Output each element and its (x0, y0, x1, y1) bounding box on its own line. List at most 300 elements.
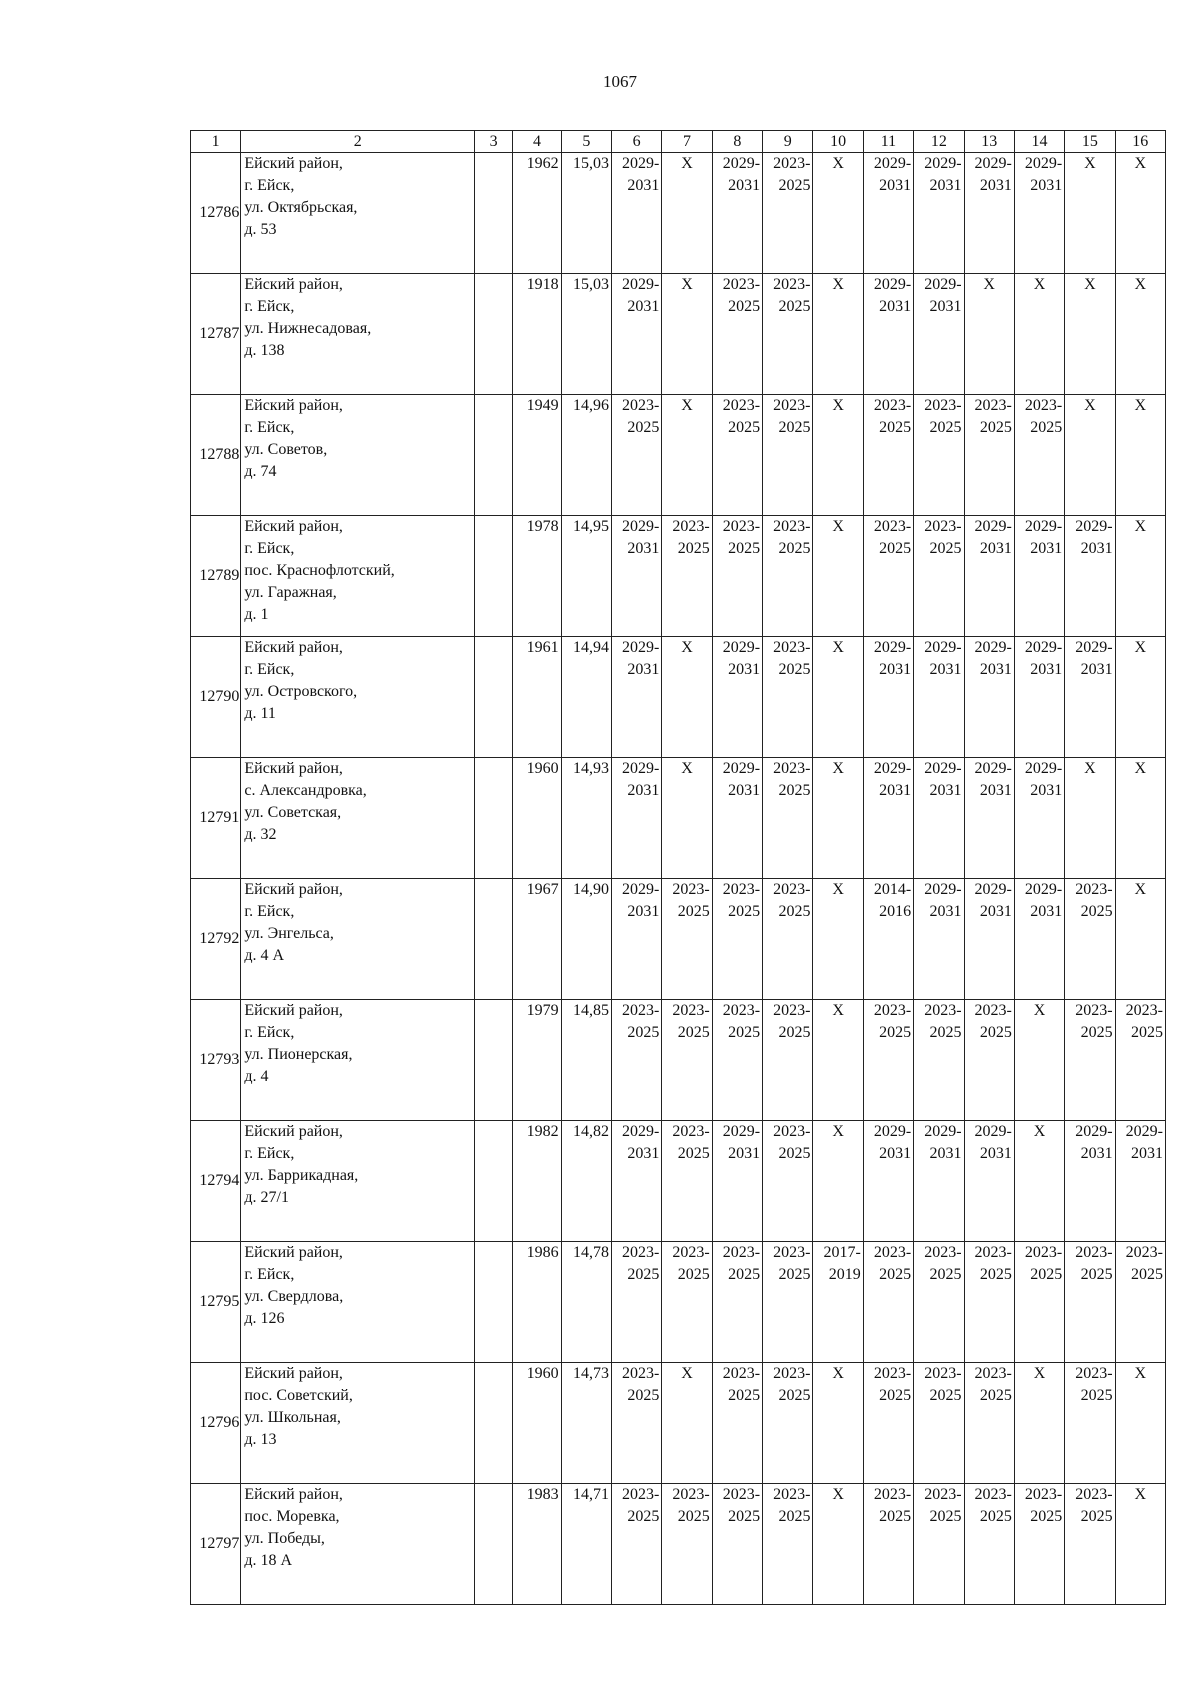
period-text: 2025 (1080, 1024, 1113, 1041)
period-text: 2023- (1075, 1002, 1113, 1019)
period-text: 2023- (924, 1244, 962, 1261)
period-text: 2025 (929, 419, 962, 436)
period-text: 2031 (627, 661, 660, 678)
column-header-10: 10 (813, 131, 863, 153)
period-text: 2023- (773, 1123, 811, 1140)
period-text: 2025 (929, 1024, 962, 1041)
period-text: 2023- (1075, 1365, 1113, 1382)
period-cell-col-8 (712, 1121, 762, 1242)
period-cell-col-15 (1065, 1242, 1115, 1363)
table-row (191, 1121, 1166, 1242)
address-line: ул. Школьная, (244, 1409, 341, 1426)
period-text: 2029- (1125, 1123, 1163, 1140)
period-text: 2023- (773, 760, 811, 777)
period-text: X (681, 155, 693, 172)
period-text: 2031 (879, 177, 912, 194)
period-text: 2025 (677, 1266, 710, 1283)
period-text: X (1134, 760, 1147, 777)
period-text: 2031 (1030, 661, 1063, 678)
period-text: X (832, 881, 844, 898)
period-text: X (1084, 276, 1096, 293)
period-text: X (1033, 276, 1046, 293)
address-line: ул. Октябрьская, (244, 199, 358, 216)
period-cell-col-15 (1065, 758, 1115, 879)
address-line: ул. Победы, (244, 1530, 325, 1547)
period-cell-col-13 (964, 516, 1014, 637)
address-line: ул. Островского, (244, 683, 358, 700)
year-cell: 1960 (513, 1363, 561, 1484)
value-cell: 14,90 (561, 879, 611, 1000)
table-row (191, 1363, 1166, 1484)
period-text: 2025 (677, 903, 710, 920)
period-text: 2023- (622, 1486, 660, 1503)
value-cell: 14,78 (561, 1242, 611, 1363)
period-text: 2029- (622, 1123, 660, 1140)
period-cell-col-7 (662, 395, 712, 516)
period-text: 2025 (778, 1266, 811, 1283)
period-text: 2023- (773, 639, 811, 656)
column-header-4: 4 (513, 131, 561, 153)
period-cell-col-11 (863, 1484, 913, 1605)
period-text: 2023- (873, 1002, 912, 1019)
period-text: 2025 (728, 298, 761, 315)
period-text: X (681, 1365, 693, 1382)
period-cell-col-13 (964, 1484, 1014, 1605)
period-text: 2023- (924, 397, 962, 414)
row-number: 12794 (191, 1121, 241, 1242)
address-line: г. Ейск, (244, 298, 295, 315)
period-cell-col-13 (964, 879, 1014, 1000)
period-cell-col-12 (914, 274, 964, 395)
period-text: 2025 (728, 1024, 761, 1041)
period-text: 2029- (974, 639, 1012, 656)
period-cell-col-9 (763, 758, 813, 879)
period-text: 2025 (879, 1387, 912, 1404)
table-row (191, 274, 1166, 395)
value-cell: 15,03 (561, 274, 611, 395)
period-text: 2025 (929, 1266, 962, 1283)
period-text: 2029- (722, 760, 761, 777)
period-text: 2031 (879, 298, 912, 315)
value-cell: 14,96 (561, 395, 611, 516)
period-cell-col-16 (1115, 395, 1165, 516)
period-cell-col-10 (813, 1121, 863, 1242)
period-text: 2019 (828, 1266, 861, 1283)
address-line: Ейский район, (244, 1365, 343, 1382)
period-cell-col-8 (712, 395, 762, 516)
period-cell-col-8 (712, 758, 762, 879)
period-cell-col-15 (1065, 1484, 1115, 1605)
column-header-2: 2 (241, 131, 475, 153)
row-number: 12786 (191, 153, 241, 274)
period-text: 2025 (1030, 1266, 1063, 1283)
address-line: Ейский район, (244, 639, 343, 656)
period-text: X (1033, 1002, 1046, 1019)
period-cell-col-10 (813, 637, 863, 758)
period-text: 2029- (873, 639, 912, 656)
year-cell: 1961 (513, 637, 561, 758)
period-text: 2025 (1030, 419, 1063, 436)
period-cell-col-6 (612, 153, 662, 274)
address-line: Ейский район, (244, 1002, 343, 1019)
period-text: 2031 (929, 177, 962, 194)
period-text: 2023- (722, 1002, 761, 1019)
period-text: 2029- (974, 155, 1012, 172)
period-text: X (1134, 1365, 1147, 1382)
period-text: 2025 (879, 1024, 912, 1041)
address-cell (241, 274, 475, 395)
period-text: 2025 (1080, 1387, 1113, 1404)
period-text: 2031 (1080, 661, 1113, 678)
period-text: 2031 (728, 177, 761, 194)
period-cell-col-13 (964, 758, 1014, 879)
period-cell-col-9 (763, 395, 813, 516)
period-text: X (1134, 881, 1147, 898)
period-cell-col-12 (914, 1000, 964, 1121)
period-cell-col-12 (914, 1242, 964, 1363)
period-text: 2023- (773, 397, 811, 414)
period-text: 2023- (672, 1244, 710, 1261)
period-cell-col-12 (914, 879, 964, 1000)
period-text: X (832, 1123, 844, 1140)
period-cell-col-11 (863, 637, 913, 758)
row-number: 12792 (191, 879, 241, 1000)
period-text: 2031 (879, 661, 912, 678)
period-text: 2025 (929, 1387, 962, 1404)
col3-cell (475, 637, 513, 758)
period-cell-col-11 (863, 1121, 913, 1242)
period-cell-col-15 (1065, 395, 1115, 516)
period-cell-col-12 (914, 1363, 964, 1484)
address-cell (241, 1484, 475, 1605)
period-text: 2029- (1024, 639, 1063, 656)
period-text: 2023- (1075, 1244, 1113, 1261)
period-text: 2025 (778, 661, 811, 678)
period-text: 2029- (622, 518, 660, 535)
col3-cell (475, 1242, 513, 1363)
period-cell-col-8 (712, 153, 762, 274)
address-cell (241, 153, 475, 274)
address-line: д. 74 (244, 463, 277, 480)
value-cell: 15,03 (561, 153, 611, 274)
period-text: 2025 (627, 419, 660, 436)
address-line: г. Ейск, (244, 540, 295, 557)
period-cell-col-6 (612, 1121, 662, 1242)
period-text: 2031 (1080, 540, 1113, 557)
period-cell-col-10 (813, 879, 863, 1000)
value-cell: 14,85 (561, 1000, 611, 1121)
period-text: 2029- (924, 760, 962, 777)
period-text: 2029- (622, 639, 660, 656)
address-line: с. Александровка, (244, 782, 367, 799)
period-text: X (1033, 1123, 1046, 1140)
period-cell-col-15 (1065, 1000, 1115, 1121)
period-cell-col-8 (712, 1242, 762, 1363)
period-text: 2023- (773, 518, 811, 535)
period-cell-col-9 (763, 153, 813, 274)
period-text: 2023- (974, 1002, 1012, 1019)
period-text: 2025 (728, 540, 761, 557)
period-text: 2029- (974, 760, 1012, 777)
period-text: 2025 (778, 782, 811, 799)
period-text: X (1084, 397, 1096, 414)
row-number: 12795 (191, 1242, 241, 1363)
period-cell-col-16 (1115, 879, 1165, 1000)
period-text: 2031 (879, 1145, 912, 1162)
value-cell: 14,93 (561, 758, 611, 879)
address-cell (241, 1242, 475, 1363)
address-line: г. Ейск, (244, 1145, 295, 1162)
year-cell: 1967 (513, 879, 561, 1000)
period-cell-col-13 (964, 1242, 1014, 1363)
period-text: 2023- (722, 1365, 761, 1382)
year-cell: 1918 (513, 274, 561, 395)
table-row (191, 1242, 1166, 1363)
period-text: 2031 (627, 903, 660, 920)
period-text: 2031 (728, 661, 761, 678)
period-cell-col-15 (1065, 516, 1115, 637)
period-text: 2025 (1080, 903, 1113, 920)
period-text: 2023- (1024, 1244, 1063, 1261)
period-text: 2023- (773, 1486, 811, 1503)
period-text: 2023- (1125, 1244, 1163, 1261)
year-cell: 1949 (513, 395, 561, 516)
period-text: X (1134, 639, 1147, 656)
period-text: 2029- (1075, 1123, 1113, 1140)
period-cell-col-12 (914, 1121, 964, 1242)
column-header-14: 14 (1014, 131, 1064, 153)
period-text: 2023- (672, 1486, 710, 1503)
period-cell-col-11 (863, 395, 913, 516)
period-text: 2031 (929, 298, 962, 315)
period-text: 2023- (1075, 1486, 1113, 1503)
row-number: 12790 (191, 637, 241, 758)
period-text: 2025 (728, 1387, 761, 1404)
period-cell-col-10 (813, 395, 863, 516)
period-cell-col-9 (763, 1000, 813, 1121)
address-line: Ейский район, (244, 760, 343, 777)
table-row (191, 153, 1166, 274)
year-cell: 1962 (513, 153, 561, 274)
period-text: 2023- (974, 1365, 1012, 1382)
period-cell-col-8 (712, 1363, 762, 1484)
period-cell-col-6 (612, 1000, 662, 1121)
period-text: 2025 (1030, 1508, 1063, 1525)
period-text: 2023- (622, 397, 660, 414)
period-cell-col-8 (712, 274, 762, 395)
period-text: 2031 (979, 177, 1012, 194)
period-text: 2023- (924, 518, 962, 535)
table-body (191, 131, 1166, 1605)
period-text: 2029- (1024, 881, 1063, 898)
column-header-16: 16 (1115, 131, 1165, 153)
period-cell-col-6 (612, 274, 662, 395)
period-text: 2023- (622, 1244, 660, 1261)
period-text: X (832, 276, 844, 293)
row-number: 12796 (191, 1363, 241, 1484)
address-line: пос. Советский, (244, 1387, 353, 1404)
period-cell-col-7 (662, 637, 712, 758)
period-text: 2023- (672, 881, 710, 898)
period-text: 2025 (778, 298, 811, 315)
period-cell-col-13 (964, 637, 1014, 758)
period-cell-col-6 (612, 758, 662, 879)
address-line: д. 4 (244, 1068, 269, 1085)
period-text: 2031 (929, 782, 962, 799)
address-line: г. Ейск, (244, 903, 295, 920)
period-text: 2023- (873, 1244, 912, 1261)
period-cell-col-16 (1115, 1000, 1165, 1121)
address-line: пос. Моревка, (244, 1508, 340, 1525)
period-text: 2029- (722, 639, 761, 656)
period-text: 2017- (823, 1244, 861, 1261)
period-text: X (832, 155, 844, 172)
address-line: Ейский район, (244, 1244, 343, 1261)
period-cell-col-7 (662, 153, 712, 274)
period-text: 2029- (924, 881, 962, 898)
period-text: 2025 (879, 419, 912, 436)
period-text: X (832, 639, 844, 656)
period-cell-col-6 (612, 1484, 662, 1605)
period-text: 2031 (627, 298, 660, 315)
period-cell-col-16 (1115, 153, 1165, 274)
address-line: ул. Пионерская, (244, 1046, 353, 1063)
period-text: 2025 (778, 177, 811, 194)
period-text: 2031 (929, 903, 962, 920)
period-cell-col-16 (1115, 274, 1165, 395)
period-cell-col-14 (1014, 516, 1064, 637)
period-text: 2029- (924, 1123, 962, 1140)
address-line: ул. Энгельса, (244, 925, 334, 942)
col3-cell (475, 879, 513, 1000)
period-text: 2029- (974, 518, 1012, 535)
period-cell-col-11 (863, 153, 913, 274)
period-text: 2031 (1080, 1145, 1113, 1162)
period-text: 2025 (879, 540, 912, 557)
period-cell-col-9 (763, 516, 813, 637)
period-text: 2023- (773, 155, 811, 172)
period-text: 2029- (1024, 518, 1063, 535)
period-text: 2023- (873, 518, 912, 535)
address-cell (241, 1000, 475, 1121)
column-header-6: 6 (612, 131, 662, 153)
col3-cell (475, 1121, 513, 1242)
address-line: ул. Гаражная, (244, 584, 337, 601)
period-text: 2025 (778, 1508, 811, 1525)
period-text: 2025 (677, 1145, 710, 1162)
address-line: Ейский район, (244, 276, 343, 293)
period-text: X (681, 639, 693, 656)
address-cell (241, 516, 475, 637)
period-text: X (681, 276, 693, 293)
period-text: 2023- (773, 1002, 811, 1019)
period-text: 2031 (879, 782, 912, 799)
period-cell-col-7 (662, 1242, 712, 1363)
period-cell-col-15 (1065, 153, 1115, 274)
address-line: д. 32 (244, 826, 277, 843)
period-cell-col-10 (813, 1000, 863, 1121)
period-text: 2029- (1075, 518, 1113, 535)
column-header-5: 5 (561, 131, 611, 153)
period-text: X (1033, 1365, 1046, 1382)
column-header-1: 1 (191, 131, 241, 153)
period-cell-col-16 (1115, 637, 1165, 758)
period-cell-col-11 (863, 274, 913, 395)
table-row (191, 879, 1166, 1000)
period-text: X (681, 760, 693, 777)
page-number: 1067 (603, 72, 637, 91)
period-text: 2023- (1024, 397, 1063, 414)
period-cell-col-14 (1014, 1000, 1064, 1121)
period-text: 2025 (1131, 1266, 1163, 1283)
column-header-8: 8 (712, 131, 762, 153)
period-cell-col-12 (914, 395, 964, 516)
period-cell-col-13 (964, 274, 1014, 395)
period-text: 2023- (773, 276, 811, 293)
period-text: 2029- (873, 276, 912, 293)
period-cell-col-12 (914, 758, 964, 879)
period-cell-col-12 (914, 516, 964, 637)
address-line: ул. Свердлова, (244, 1288, 344, 1305)
period-text: 2023- (722, 397, 761, 414)
period-cell-col-6 (612, 395, 662, 516)
address-line: г. Ейск, (244, 419, 295, 436)
period-text: 2025 (979, 419, 1012, 436)
period-cell-col-14 (1014, 637, 1064, 758)
period-text: 2025 (1080, 1508, 1113, 1525)
column-header-7: 7 (662, 131, 712, 153)
period-text: X (832, 397, 844, 414)
period-text: 2023- (773, 881, 811, 898)
period-text: 2029- (974, 881, 1012, 898)
period-text: 2025 (1080, 1266, 1113, 1283)
table-row (191, 637, 1166, 758)
table-row (191, 758, 1166, 879)
period-text: 2023- (722, 881, 761, 898)
address-line: ул. Советов, (244, 441, 328, 458)
period-cell-col-9 (763, 879, 813, 1000)
period-text: 2025 (778, 903, 811, 920)
period-cell-col-9 (763, 1484, 813, 1605)
period-text: 2031 (728, 782, 761, 799)
period-cell-col-11 (863, 1363, 913, 1484)
address-line: ул. Нижнесадовая, (244, 320, 372, 337)
period-text: 2023- (974, 397, 1012, 414)
period-cell-col-14 (1014, 1242, 1064, 1363)
col3-cell (475, 274, 513, 395)
period-cell-col-8 (712, 516, 762, 637)
address-line: д. 18 А (244, 1552, 293, 1569)
period-text: 2025 (627, 1024, 660, 1041)
period-text: 2031 (728, 1145, 761, 1162)
period-cell-col-7 (662, 1121, 712, 1242)
period-text: 2025 (778, 1145, 811, 1162)
period-text: 2023- (1024, 1486, 1063, 1503)
period-cell-col-7 (662, 1484, 712, 1605)
period-text: 2025 (979, 1266, 1012, 1283)
period-text: 2031 (979, 540, 1012, 557)
period-text: 2031 (979, 661, 1012, 678)
period-cell-col-6 (612, 879, 662, 1000)
address-cell (241, 1363, 475, 1484)
address-line: пос. Краснофлотский, (244, 562, 395, 579)
col3-cell (475, 1000, 513, 1121)
period-cell-col-14 (1014, 1121, 1064, 1242)
period-cell-col-14 (1014, 153, 1064, 274)
period-text: 2025 (879, 1508, 912, 1525)
period-text: 2029- (873, 760, 912, 777)
period-text: 2023- (622, 1002, 660, 1019)
